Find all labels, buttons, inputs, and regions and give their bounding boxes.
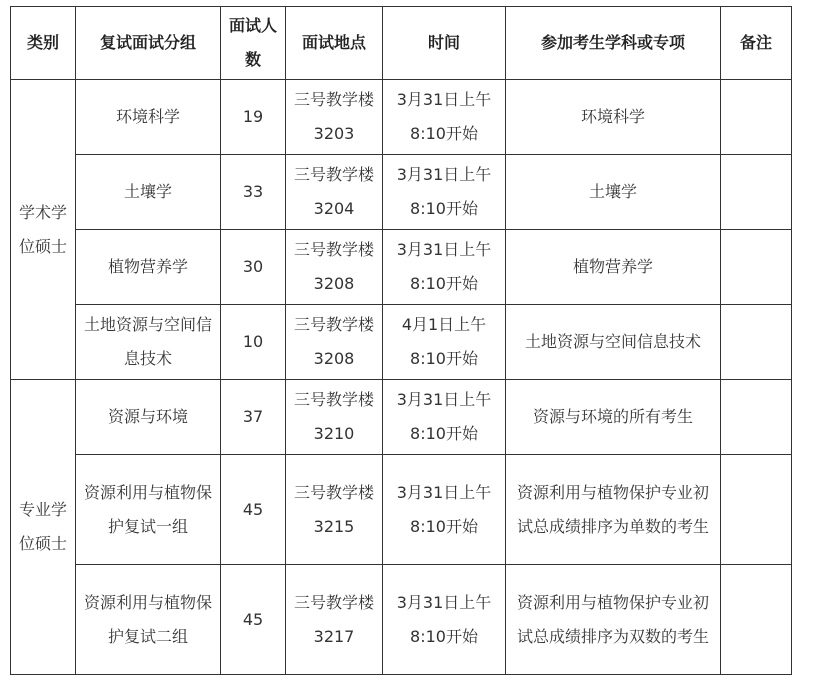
table-row — [11, 305, 792, 380]
table-row — [11, 155, 792, 230]
subject-cell: 土地资源与空间信息技术 — [506, 305, 721, 380]
group-cell: 资源与环境 — [76, 380, 221, 455]
count-cell: 30 — [221, 230, 286, 305]
count-cell: 45 — [221, 455, 286, 565]
note-cell — [721, 380, 792, 455]
note-cell — [721, 80, 792, 155]
header-note: 备注 — [721, 7, 792, 80]
header-category: 类别 — [11, 7, 76, 80]
location-cell: 三号教学楼3204 — [286, 155, 383, 230]
location-cell: 三号教学楼3215 — [286, 455, 383, 565]
header-location: 面试地点 — [286, 7, 383, 80]
category-cell: 专业学位硕士 — [11, 380, 76, 675]
subject-cell: 植物营养学 — [506, 230, 721, 305]
count-cell: 19 — [221, 80, 286, 155]
time-cell: 3月31日上午8:10开始 — [383, 80, 506, 155]
header-subject: 参加考生学科或专项 — [506, 7, 721, 80]
group-cell: 土地资源与空间信息技术 — [76, 305, 221, 380]
group-cell: 环境科学 — [76, 80, 221, 155]
subject-cell: 土壤学 — [506, 155, 721, 230]
table-row — [11, 230, 792, 305]
header-row — [11, 7, 792, 80]
count-cell: 37 — [221, 380, 286, 455]
table-row — [11, 565, 792, 675]
note-cell — [721, 565, 792, 675]
count-cell: 33 — [221, 155, 286, 230]
time-cell: 3月31日上午8:10开始 — [383, 230, 506, 305]
group-cell: 土壤学 — [76, 155, 221, 230]
time-cell: 3月31日上午8:10开始 — [383, 380, 506, 455]
note-cell — [721, 455, 792, 565]
count-cell: 10 — [221, 305, 286, 380]
subject-cell: 资源利用与植物保护专业初试总成绩排序为双数的考生 — [506, 565, 721, 675]
time-cell: 4月1日上午8:10开始 — [383, 305, 506, 380]
subject-cell: 资源利用与植物保护专业初试总成绩排序为单数的考生 — [506, 455, 721, 565]
location-cell: 三号教学楼3208 — [286, 230, 383, 305]
group-cell: 资源利用与植物保护复试二组 — [76, 565, 221, 675]
subject-cell: 环境科学 — [506, 80, 721, 155]
location-cell: 三号教学楼3210 — [286, 380, 383, 455]
location-cell: 三号教学楼3217 — [286, 565, 383, 675]
location-cell: 三号教学楼3208 — [286, 305, 383, 380]
table-row — [11, 380, 792, 455]
subject-cell: 资源与环境的所有考生 — [506, 380, 721, 455]
time-cell: 3月31日上午8:10开始 — [383, 455, 506, 565]
time-cell: 3月31日上午8:10开始 — [383, 155, 506, 230]
time-cell: 3月31日上午8:10开始 — [383, 565, 506, 675]
interview-schedule — [10, 6, 792, 675]
note-cell — [721, 230, 792, 305]
table-row — [11, 80, 792, 155]
table-row — [11, 455, 792, 565]
header-count: 面试人数 — [221, 7, 286, 80]
group-cell: 植物营养学 — [76, 230, 221, 305]
count-cell: 45 — [221, 565, 286, 675]
header-time: 时间 — [383, 7, 506, 80]
location-cell: 三号教学楼3203 — [286, 80, 383, 155]
group-cell: 资源利用与植物保护复试一组 — [76, 455, 221, 565]
category-cell: 学术学位硕士 — [11, 80, 76, 380]
note-cell — [721, 305, 792, 380]
interview-table — [10, 6, 792, 675]
note-cell — [721, 155, 792, 230]
header-group: 复试面试分组 — [76, 7, 221, 80]
